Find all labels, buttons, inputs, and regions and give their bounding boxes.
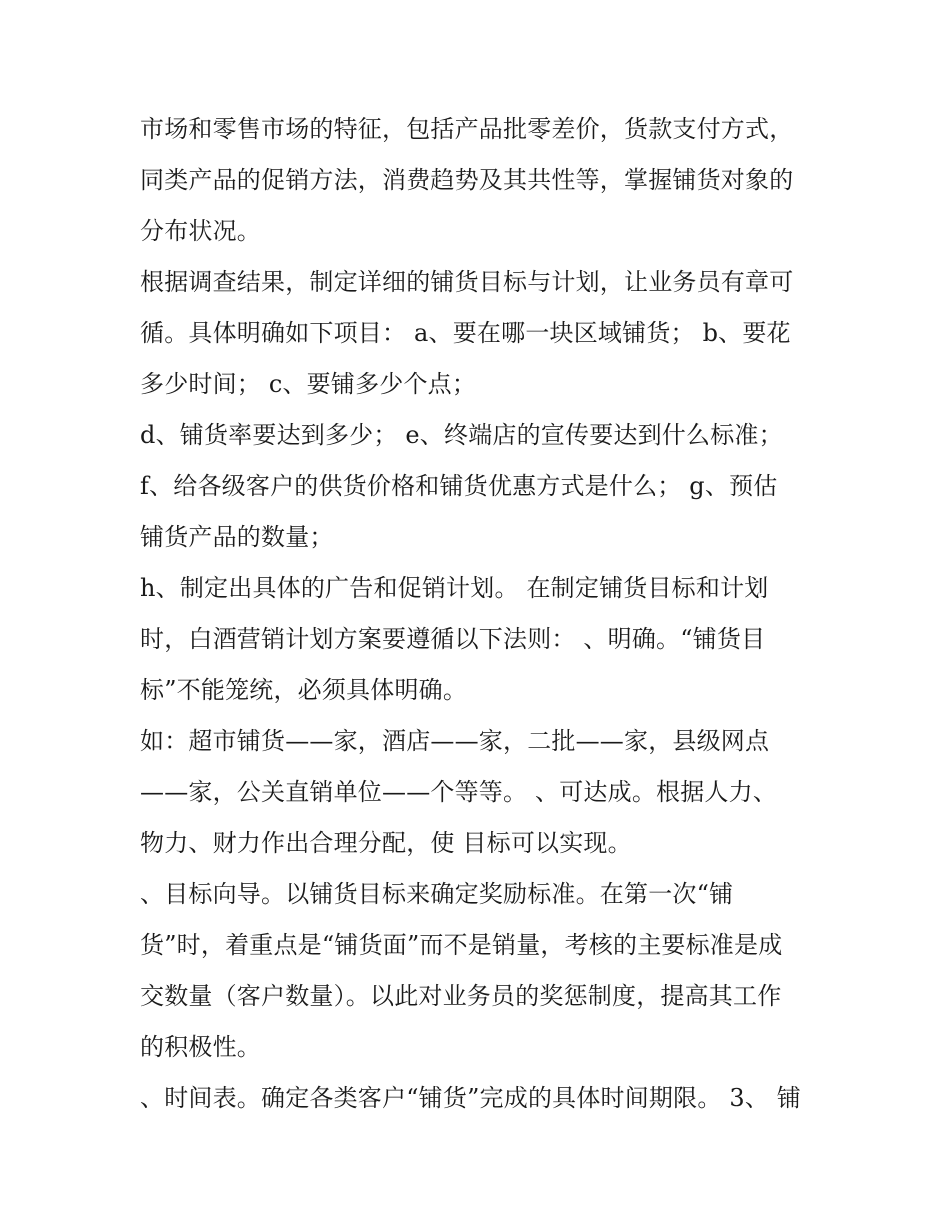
text-line: 根据调查结果，制定详细的铺货目标与计划，让业务员有章可: [140, 268, 794, 296]
text-line: 标”不能笼统，必须具体明确。: [140, 676, 468, 704]
text-line: 循。具体明确如下项目： a、要在哪一块区域铺货； b、要花: [140, 319, 791, 347]
text-line: 的积极性。: [140, 1033, 261, 1061]
text-line: 时，白酒营销计划方案要遵循以下法则： 、明确。“铺货目: [140, 625, 766, 653]
text-line: d、铺货率要达到多少； e、终端店的宣传要达到什么标准；: [140, 421, 783, 449]
text-line: ——家，公关直销单位——个等等。 、可达成。根据人力、: [140, 778, 778, 806]
text-line: 市场和零售市场的特征，包括产品批零差价，货款支付方式，: [140, 115, 794, 143]
text-line: 多少时间； c、要铺多少个点；: [140, 370, 477, 398]
text-line: 、目标向导。以铺货目标来确定奖励标准。在第一次“铺: [140, 880, 734, 908]
text-line: f、给各级客户的供货价格和铺货优惠方式是什么； g、预估: [140, 472, 778, 500]
document-body: [140, 104, 820, 1124]
text-line: 同类产品的促销方法，消费趋势及其共性等，掌握铺货对象的: [140, 166, 794, 194]
text-line: 分布状况。: [140, 217, 261, 245]
text-line: 、时间表。确定各类客户“铺货”完成的具体时间期限。 3、 铺: [140, 1084, 802, 1112]
text-line: 铺货产品的数量；: [140, 523, 334, 551]
text-line: 如：超市铺货——家，酒店——家，二批——家，县级网点: [140, 727, 770, 755]
text-line: 物力、财力作出合理分配，使 目标可以实现。: [140, 829, 632, 857]
text-line: 交数量（客户数量）。以此对业务员的奖惩制度，提高其工作: [140, 982, 782, 1010]
text-line: 货”时，着重点是“铺货面”而不是销量，考核的主要标准是成: [140, 931, 783, 959]
text-line: h、制定出具体的广告和促销计划。 在制定铺货目标和计划: [140, 574, 769, 602]
